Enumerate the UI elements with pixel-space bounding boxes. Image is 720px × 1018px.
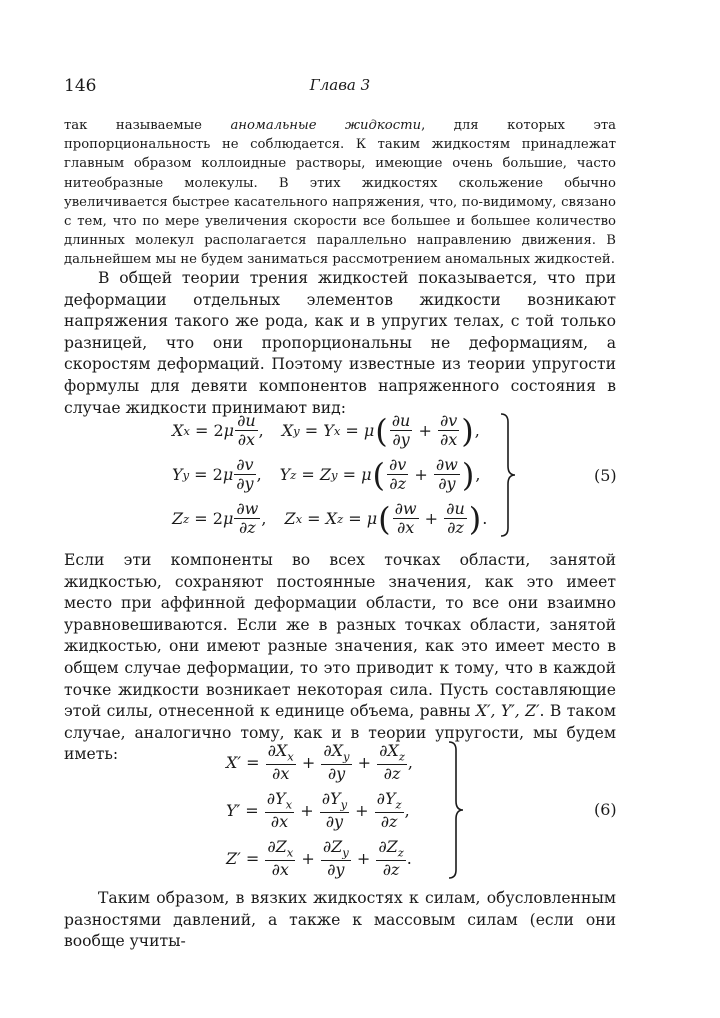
equation-6-number: (6) xyxy=(594,800,617,819)
right-brace-icon xyxy=(498,412,518,538)
right-brace-icon xyxy=(446,740,466,880)
equation-6-row-3: Z′ = $\frac{\partial Z_x}{\partial x}$ + $\frac{\partial Z_y}{\partial y}$ + $\frac{\partial Z_z}{\partial z}$ . xyxy=(226,837,412,879)
paragraph-anomalous-liquids: так называемые аномальные жидкости, для которых эта пропорциональность не соблюдается. К таким жидкостям принадлежат главным образом коллоидные растворы, имеющие очень большие, часто нитеобразные молекулы. В этих жидкостях скольжение обычно увеличивается быстрее касательного напряжения, что, по-видимому, связано с тем, что по мере увеличения скорости все большее и большее количество длинных молекул располагается параллельно направлению движения. В дальнейшем мы не будем заниматься рассмотрением аномальных жидкостей. xyxy=(64,118,616,268)
term-anomalous-liquids: аномальные жидкости xyxy=(230,118,422,133)
paragraph-force-components: Если эти компоненты во всех точках области, занятой жидкостью, сохраняют постоянные значения, как это имеет место при аффинной деформации области, то все они взаимно уравновешиваются. Если же в разных точках области, занятой жидкостью, они имеют разные значения, как это имеет место в общем случае деформации, то это приводит к тому, что в каждой точке жидкости возникает некоторая сила. Пусть составляющие этой силы, отнесенной к единице объема, равны X′, Y′, Z′. В таком случае, аналогично тому, как и в теории упругости, мы будем иметь: xyxy=(64,551,616,764)
equation-6 xyxy=(226,738,616,880)
page-number: 146 xyxy=(64,76,97,96)
force-variables: X′, Y′, Z′ xyxy=(475,702,540,721)
equation-5-row-1: X x = 2 μ $\frac{\partial u}{\partial x}$ , X y = Y x = μ ( $\frac{\partial u}{\partial y}$ + $\frac{\partial v}{\partial x}$ ) , xyxy=(172,411,480,450)
equation-5-row-2: Y y = 2 μ $\frac{\partial v}{\partial y}$ , Y z = Z y = μ ( $\frac{\partial v}{\partial z}$ + $\frac{\partial w}{\partial y}$ ) , xyxy=(172,455,481,494)
equation-5 xyxy=(172,410,617,540)
paragraph-viscous-theory: В общей теории трения жидкостей показывается, что при деформации отдельных элементов жидкости возникают напряжения такого же рода, как и в упругих телах, с той только разницей, что они пропорциональны не деформациям, а скоростям деформаций. Поэтому известные из теории упругости формулы для девяти компонентов напряженного состояния в случае жидкости принимают вид: xyxy=(64,269,616,417)
paragraph-conclusion: Таким образом, в вязких жидкостях к силам, обусловленным разностями давлений, а также к массовым силам (если они вообще учиты- xyxy=(64,889,616,951)
equation-6-row-2: Y′ = $\frac{\partial Y_x}{\partial x}$ + $\frac{\partial Y_y}{\partial y}$ + $\frac{\partial Y_z}{\partial z}$ , xyxy=(226,789,410,831)
equation-6-row-1: X′ = $\frac{\partial X_x}{\partial x}$ + $\frac{\partial X_y}{\partial y}$ + $\frac{\partial X_z}{\partial z}$ , xyxy=(226,741,413,783)
equation-5-number: (5) xyxy=(594,466,617,485)
chapter-title: Глава 3 xyxy=(309,76,371,94)
page-header xyxy=(64,76,616,100)
equation-5-row-3: Z z = 2 μ $\frac{\partial w}{\partial z}$ , Z x = X z = μ ( $\frac{\partial w}{\partial x}$ + $\frac{\partial u}{\partial z}$ ) . xyxy=(172,499,488,538)
